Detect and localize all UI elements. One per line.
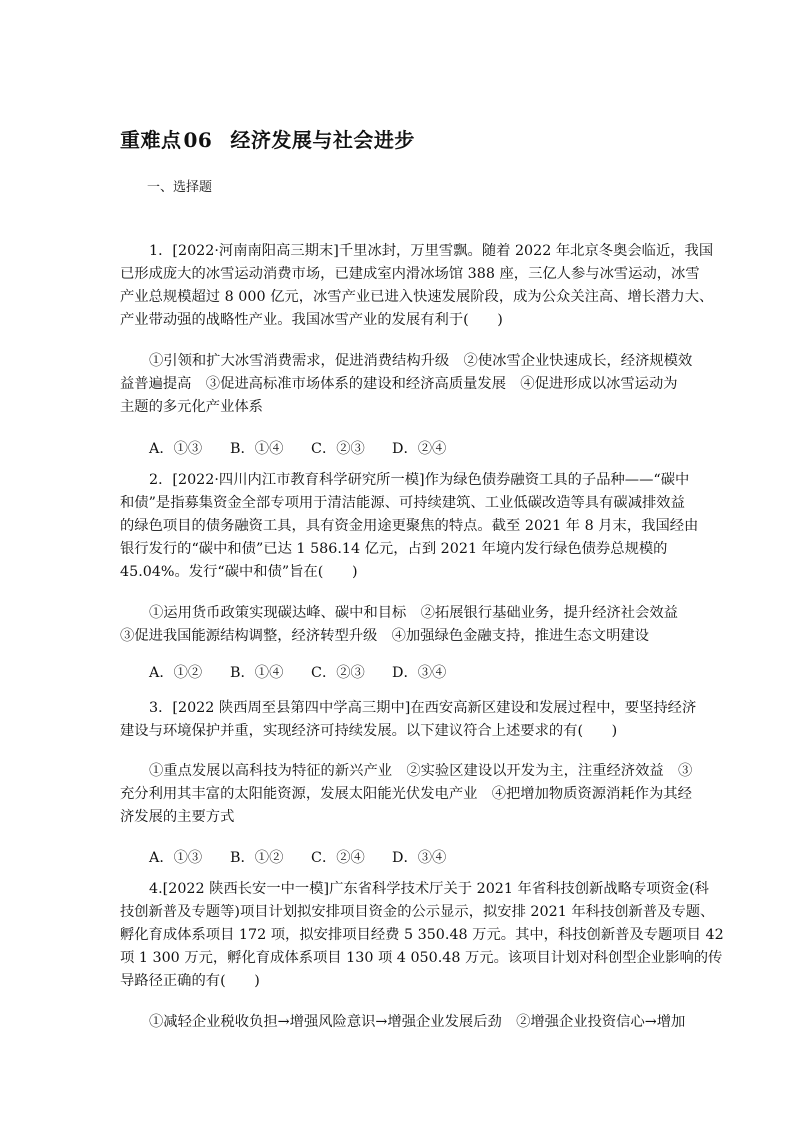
option-a: A．①③	[149, 441, 203, 457]
statement-line: 充分利用其丰富的太阳能资源，发展太阳能光伏发电产业 ④把增加物质资源消耗作为其经	[120, 786, 692, 802]
answer-options	[149, 662, 446, 682]
option-b: B．①④	[230, 441, 284, 457]
statement-line: ①引领和扩大冰雪消费需求，促进消费结构升级 ②使冰雪企业快速成长，经济规模效	[149, 353, 693, 369]
title-topic: 经济发展与社会进步	[230, 128, 415, 152]
question-text-line: 技创新普及专题等)项目计划拟安排项目资金的公示显示，拟安排 2021 年科技创新普及专题、	[120, 904, 715, 920]
page-title	[120, 124, 415, 153]
section-heading: 一、选择题	[147, 180, 213, 195]
title-number: 06	[183, 128, 213, 152]
statement-line: 济发展的主要方式	[120, 809, 235, 825]
question-text-line: 已形成庞大的冰雪运动消费市场，已建成室内滑冰场馆 388 座，三亿人参与冰雪运动，冰雪	[120, 266, 700, 282]
question-text-line: 产业带动强的战略性产业。我国冰雪产业的发展有利于( )	[120, 312, 503, 328]
question-text-line: 4.[2022 陕西长安一中一模]广东省科学技术厅关于 2021 年省科技创新战略专项资金(科	[149, 881, 709, 897]
question-text-line: 1．[2022·河南南阳高三期末]千里冰封，万里雪飘。随着 2022 年北京冬奥会临近，我国	[149, 243, 714, 259]
statement-line: ①重点发展以高科技为特征的新兴产业 ②实验区建设以开发为主，注重经济效益 ③	[149, 763, 693, 779]
option-c: C．②③	[311, 665, 365, 681]
question-text-line: 45.04%。发行“碳中和债”旨在( )	[120, 564, 358, 580]
statement-line: ①运用货币政策实现碳达峰、碳中和目标 ②拓展银行基础业务，提升经济社会效益	[149, 605, 678, 621]
statement-line: 益普遍提高 ③促进高标准市场体系的建设和经济高质量发展 ④促进形成以冰雪运动为	[120, 376, 678, 392]
option-d: D．③④	[392, 850, 447, 866]
statement-line: ③促进我国能源结构调整，经济转型升级 ④加强绿色金融支持，推进生态文明建设	[120, 628, 649, 644]
title-prefix: 重难点	[120, 128, 182, 152]
question-text-line: 和债”是指募集资金全部专项用于清洁能源、可持续建筑、工业低碳改造等具有碳减排效益	[120, 495, 685, 511]
question-text-line: 导路径正确的有( )	[120, 973, 260, 989]
question-text-line: 3．[2022 陕西周至县第四中学高三期中]在西安高新区建设和发展过程中，要坚持经济	[149, 700, 697, 716]
statement-line: 主题的多元化产业体系	[120, 399, 263, 415]
question-text-line: 2．[2022·四川内江市教育科学研究所一模]作为绿色债券融资工具的子品种——“碳中	[149, 472, 690, 488]
statement-line: ①减轻企业税收负担→增强风险意识→增强企业发展后劲 ②增强企业投资信心→增加	[149, 1014, 686, 1030]
option-d: D．②④	[392, 441, 447, 457]
question-text-line: 银行发行的“碳中和债”已达 1 586.14 亿元，占到 2021 年境内发行绿色债券总规模的	[120, 541, 668, 557]
question-text-line: 的绿色项目的债务融资工具，具有资金用途更聚焦的特点。截至 2021 年 8 月末，我国经由	[120, 518, 699, 534]
answer-options	[149, 847, 446, 867]
option-a: A．①③	[149, 850, 203, 866]
question-text-line: 建设与环境保护并重，实现经济可持续发展。以下建议符合上述要求的有( )	[120, 723, 618, 739]
option-d: D．③④	[392, 665, 447, 681]
option-b: B．①④	[230, 665, 284, 681]
option-c: C．②③	[311, 441, 365, 457]
question-text-line: 产业总规模超过 8 000 亿元，冰雪产业已进入快速发展阶段，成为公众关注高、增长潜力大、	[120, 289, 714, 305]
question-text-line: 孵化育成体系项目 172 项，拟安排项目经费 5 350.48 万元。其中，科技创新普及专题项目 42	[120, 927, 724, 943]
option-a: A．①②	[149, 665, 203, 681]
option-c: C．②④	[311, 850, 365, 866]
option-b: B．①②	[230, 850, 284, 866]
answer-options	[149, 438, 446, 458]
question-text-line: 项 1 300 万元，孵化育成体系项目 130 项 4 050.48 万元。该项目计划对科创型企业影响的传	[120, 950, 723, 966]
